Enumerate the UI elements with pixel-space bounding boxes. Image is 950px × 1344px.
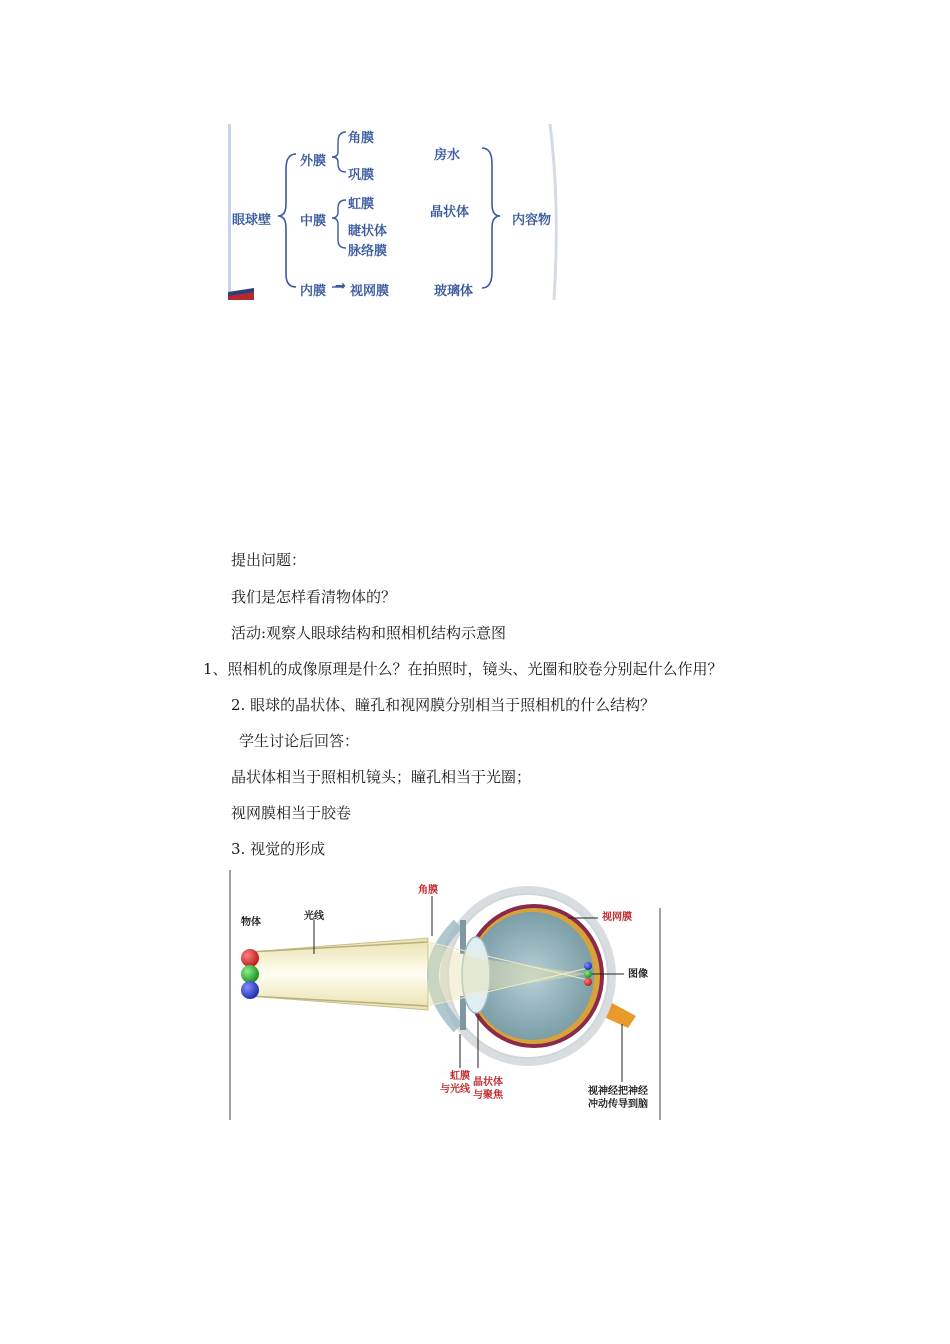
paragraph-answer-2: 视网膜相当于胶卷 [231, 804, 352, 822]
label-choroid: 脉络膜 [348, 244, 388, 259]
paragraph-discussion: 学生讨论后回答： [239, 732, 360, 750]
label-outer-membrane: 外膜 [300, 154, 327, 169]
label-retina: 视网膜 [350, 284, 390, 299]
label-middle-membrane: 中膜 [300, 214, 327, 229]
paragraph-answer-1: 晶状体相当于照相机镜头；瞳孔相当于光圈； [231, 768, 532, 786]
label-retina-eye: 视网膜 [602, 912, 632, 923]
label-nerve-line2: 冲动传导到脑 [588, 1099, 648, 1110]
eye-vision-diagram [228, 868, 664, 1122]
label-light: 光线 [304, 911, 324, 922]
label-lens-line1: 晶状体 [473, 1077, 503, 1088]
object-ball-red [241, 949, 259, 967]
paragraph-raise-question: 提出问题： [231, 551, 307, 569]
label-nerve-line1: 视神经把神经 [588, 1086, 648, 1097]
paragraph-activity: 活动:观察人眼球结构和照相机结构示意图 [231, 624, 507, 642]
eyeball-structure-diagram [228, 124, 560, 300]
paragraph-item-1: 1、照相机的成像原理是什么？在拍照时，镜头、光圈和胶卷分别起什么作用？ [203, 660, 723, 678]
label-cornea-eye: 角膜 [418, 885, 438, 896]
object-ball-blue [241, 981, 259, 999]
label-eyeball-wall: 眼球壁 [232, 213, 272, 228]
label-image: 图像 [628, 969, 648, 980]
label-aqueous-humor: 房水 [434, 148, 461, 163]
paragraph-item-2: 2. 眼球的晶状体、瞳孔和视网膜分别相当于照相机的什么结构？ [231, 696, 656, 714]
label-vitreous-body: 玻璃体 [434, 284, 474, 299]
label-iris-line2: 与光线 [440, 1084, 470, 1095]
paragraph-item-3: 3. 视觉的形成 [231, 840, 326, 858]
label-contents: 内容物 [512, 213, 552, 228]
label-iris: 虹膜 [348, 197, 375, 212]
label-object: 物体 [241, 917, 261, 928]
paragraph-question: 我们是怎样看清物体的？ [231, 588, 397, 606]
label-ciliary-body: 睫状体 [348, 224, 388, 239]
label-cornea: 角膜 [348, 131, 375, 146]
label-inner-membrane: 内膜 [300, 284, 327, 299]
object-ball-green [241, 965, 259, 983]
label-iris-line1: 虹膜 [450, 1071, 470, 1082]
label-sclera: 巩膜 [348, 168, 375, 183]
label-lens: 晶状体 [430, 205, 470, 220]
label-lens-line2: 与聚焦 [473, 1090, 503, 1101]
arrow-icon: → [335, 279, 346, 294]
structure-brackets [228, 124, 560, 300]
